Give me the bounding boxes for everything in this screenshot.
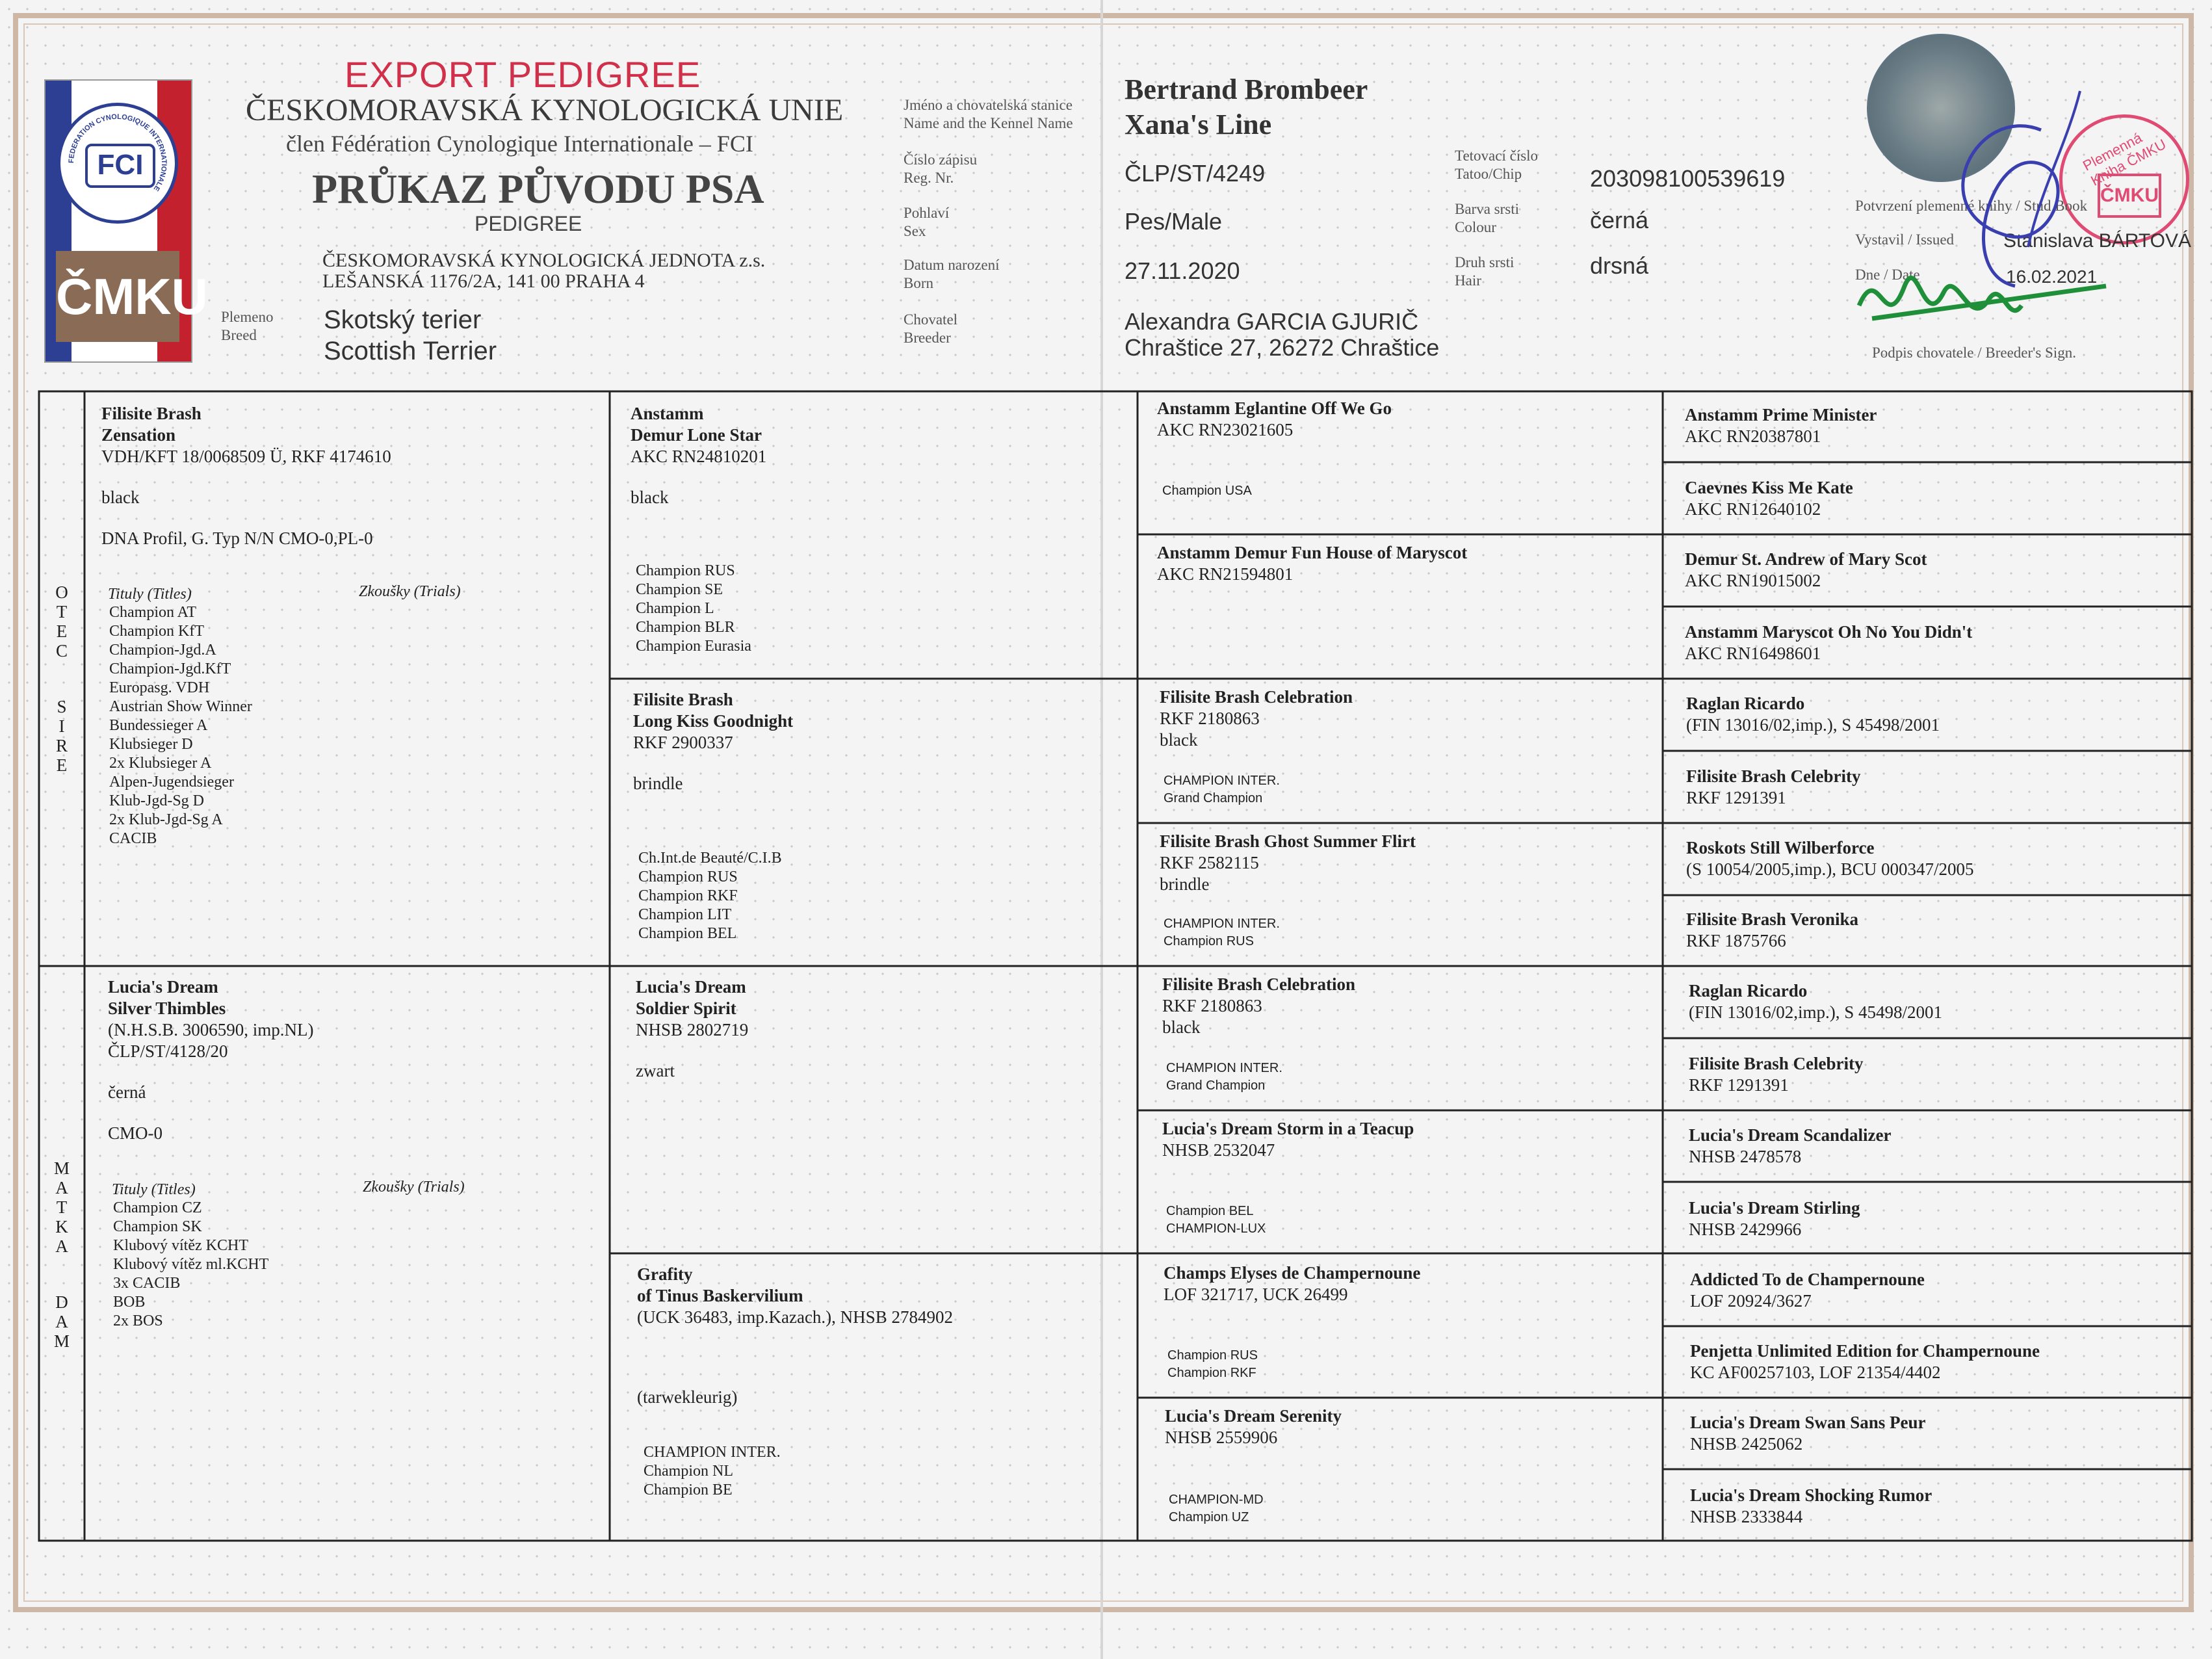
signature-scribbles [1846, 91, 2210, 351]
gen2-titles-1: Champion RUS Champion SE Champion L Champion BLR Champion Eurasia [636, 562, 751, 655]
gen4-cell-9: Raglan Ricardo (FIN 13016/02,imp.), S 45498/2001 [1689, 981, 1943, 1022]
gen4-cell-7: Roskots Still Wilberforce (S 10054/2005,imp.), BCU 000347/2005 [1686, 838, 1974, 879]
gen3-cell-4: Filisite Brash Ghost Summer Flirt RKF 2582115 brindle [1160, 831, 1416, 894]
sire-titles-list: Champion AT Champion KfT Champion-Jgd.A Champion-Jgd.KfT Europasg. VDH Austrian Show Winner Bundessieger A Klubsieger D 2x Klubsieger A Alpen-Jugendsieger Klub-Jgd-Sg D 2x Klub-Jgd-Sg A CACIB [109, 604, 252, 847]
studbook-stamp: Plemenná Kniha ČMKU ČMKU [2059, 114, 2189, 244]
dam-reg-1: (N.H.S.B. 3006590, imp.NL) [108, 1020, 314, 1039]
reg-label: Číslo zápisu Reg. Nr. [904, 151, 978, 186]
gen3-titles-3: CHAMPION INTER. Grand Champion [1164, 774, 1280, 805]
fci-logo-text: FCI [85, 144, 155, 188]
gen3-cell-7: Champs Elyses de Champernoune LOF 321717, UCK 26499 [1164, 1263, 1421, 1304]
breeder-address: Chraštice 27, 26272 Chraštice [1125, 334, 1440, 361]
logo-ring-text: FEDERATION CYNOLOGIQUE INTERNATIONALE [67, 112, 168, 192]
gen3-titles-6: Champion BEL CHAMPION-LUX [1166, 1204, 1266, 1236]
gen4-cell-14: Penjetta Unlimited Edition for Champernoune KC AF00257103, LOF 21354/4402 [1690, 1341, 2040, 1382]
fci-membership: člen Fédération Cynologique Internationale – FCI [286, 131, 753, 157]
breed-label: Plemeno Breed [221, 309, 274, 343]
gen4-cell-4: Anstamm Maryscot Oh No You Didn't AKC RN16498601 [1685, 622, 1973, 663]
gen3-titles-8: CHAMPION-MD Champion UZ [1169, 1493, 1264, 1524]
dam-trials-label: Zkoušky (Trials) [363, 1179, 465, 1195]
sire-name-2: Zensation [101, 425, 176, 445]
sire-dna: DNA Profil, G. Typ N/N CMO-0,PL-0 [101, 529, 373, 548]
gen2-titles-4: CHAMPION INTER. Champion NL Champion BE [644, 1444, 781, 1498]
sire-reg: VDH/KFT 18/0068509 Ü, RKF 4174610 [101, 447, 391, 466]
gen3-cell-8: Lucia's Dream Serenity NHSB 2559906 [1165, 1406, 1342, 1447]
dam-name-1: Lucia's Dream [108, 977, 218, 997]
sex-value: Pes/Male [1125, 208, 1223, 235]
gen4-cell-13: Addicted To de Champernoune LOF 20924/3627 [1690, 1270, 1925, 1311]
dam-reg-2: ČLP/ST/4128/20 [108, 1041, 228, 1061]
gen3-cell-6: Lucia's Dream Storm in a Teacup NHSB 2532047 [1162, 1119, 1414, 1160]
hair-label: Druh srsti Hair [1455, 254, 1515, 289]
fci-globe-icon [57, 103, 178, 224]
dam-cell [108, 976, 314, 1144]
dam-titles-list: Champion CZ Champion SK Klubový vítěz KCHT Klubový vítěz ml.KCHT 3x CACIB BOB 2x BOS [113, 1199, 269, 1329]
breed-en: Scottish Terrier [324, 337, 497, 365]
date-label: Dne / Date [1855, 267, 1920, 283]
page-subtitle: PEDIGREE [475, 212, 582, 235]
gen4-cell-3: Demur St. Andrew of Mary Scot AKC RN19015002 [1685, 549, 1927, 590]
gen4-cell-15: Lucia's Dream Swan Sans Peur NHSB 2425062 [1690, 1413, 1926, 1454]
breed-cz: Skotský terier [324, 306, 482, 334]
gen4-cell-5: Raglan Ricardo (FIN 13016/02,imp.), S 45498/2001 [1686, 694, 1940, 735]
gen3-cell-1: Anstamm Eglantine Off We Go AKC RN23021605 [1157, 398, 1392, 439]
gen3-titles-1: Champion USA [1162, 484, 1252, 498]
page-title: PRŮKAZ PŮVODU PSA [312, 166, 764, 212]
gen4-cell-1: Anstamm Prime Minister AKC RN20387801 [1685, 405, 1877, 446]
breeder-name: Alexandra GARCIA GJURIČ [1125, 308, 1419, 335]
gen4-cell-6: Filisite Brash Celebrity RKF 1291391 [1686, 766, 1861, 807]
sire-name-1: Filisite Brash [101, 404, 202, 423]
gen3-cell-2: Anstamm Demur Fun House of Maryscot AKC RN21594801 [1157, 543, 1468, 584]
gen3-cell-3: Filisite Brash Celebration RKF 2180863 black [1160, 687, 1353, 750]
chip-value: 203098100539619 [1590, 165, 1786, 192]
breeder-signature-label: Podpis chovatele / Breeder's Sign. [1872, 345, 2076, 361]
pedigree-table [38, 390, 2194, 1543]
gen3-titles-7: Champion RUS Champion RKF [1167, 1348, 1258, 1380]
gen4-cell-10: Filisite Brash Celebrity RKF 1291391 [1689, 1054, 1864, 1095]
sire-side-label: O T E C S I R E [55, 582, 68, 775]
dam-titles-label: Tituly (Titles) [112, 1181, 196, 1198]
export-pedigree-stamp: EXPORT PEDIGREE [345, 54, 701, 95]
gen4-cell-12: Lucia's Dream Stirling NHSB 2429966 [1689, 1198, 1860, 1239]
gen3-cell-5: Filisite Brash Celebration RKF 2180863 black [1162, 974, 1355, 1037]
chip-label: Tetovací číslo Tatoo/Chip [1455, 148, 1539, 182]
born-value: 27.11.2020 [1125, 257, 1240, 284]
gen2-cell-4: Grafity of Tinus Baskervilium (UCK 36483, imp.Kazach.), NHSB 2784902 (tarwekleurig) [637, 1264, 953, 1407]
gen2-titles-2: Ch.Int.de Beauté/C.I.B Champion RUS Champion RKF Champion LIT Champion BEL [638, 850, 782, 942]
kennel-name: Xana's Line [1125, 109, 1272, 140]
studbook-label: Potvrzení plemenné knihy / Stud Book [1855, 198, 2088, 214]
colour-value: černá [1590, 207, 1649, 233]
gen3-titles-4: CHAMPION INTER. Champion RUS [1164, 917, 1280, 948]
club-name: ČESKOMORAVSKÁ KYNOLOGICKÁ JEDNOTA z.s. [322, 250, 766, 271]
gen4-cell-2: Caevnes Kiss Me Kate AKC RN12640102 [1685, 478, 1853, 519]
dam-colour: černá [108, 1082, 146, 1102]
gen3-titles-5: CHAMPION INTER. Grand Champion [1166, 1061, 1282, 1093]
gen4-cell-11: Lucia's Dream Scandalizer NHSB 2478578 [1689, 1125, 1892, 1166]
gen2-cell-1: Anstamm Demur Lone Star AKC RN24810201 black [631, 404, 767, 507]
breeder-label: Chovatel Breeder [904, 311, 958, 346]
sex-label: Pohlaví Sex [904, 205, 950, 239]
issued-label: Vystavil / Issued [1855, 231, 1955, 248]
name-label: Jméno a chovatelská stanice Name and the Kennel Name [904, 97, 1073, 131]
issue-date: 16.02.2021 [2006, 267, 2098, 287]
born-label: Datum narození Born [904, 257, 1000, 291]
sire-colour: black [101, 488, 140, 507]
sire-trials-label: Zkoušky (Trials) [359, 583, 461, 600]
dam-side-label: M A T K A D A M [53, 1158, 70, 1351]
reg-number: ČLP/ST/4249 [1125, 160, 1266, 187]
cmku-logo-text: ČMKU [56, 251, 179, 342]
gen2-cell-2: Filisite Brash Long Kiss Goodnight RKF 2900337 brindle [633, 690, 794, 793]
gen4-cell-8: Filisite Brash Veronika RKF 1875766 [1686, 909, 1859, 950]
union-name: ČESKOMORAVSKÁ KYNOLOGICKÁ UNIE [246, 93, 844, 127]
sire-titles-label: Tituly (Titles) [108, 586, 192, 603]
issued-by: Stanislava BÁRTOVÁ [2003, 230, 2192, 252]
hair-value: drsná [1590, 252, 1649, 279]
fci-cmku-logo [44, 79, 208, 363]
dog-name: Bertrand Brombeer [1125, 73, 1368, 105]
colour-label: Barva srsti Colour [1455, 201, 1520, 235]
dam-name-2: Silver Thimbles [108, 999, 226, 1018]
club-address: LEŠANSKÁ 1176/2A, 141 00 PRAHA 4 [322, 270, 645, 292]
gen2-cell-3: Lucia's Dream Soldier Spirit NHSB 2802719 zwart [636, 977, 749, 1080]
dam-dna: CMO-0 [108, 1123, 163, 1143]
gen4-cell-16: Lucia's Dream Shocking Rumor NHSB 2333844 [1690, 1485, 1932, 1526]
sire-cell [101, 403, 391, 549]
